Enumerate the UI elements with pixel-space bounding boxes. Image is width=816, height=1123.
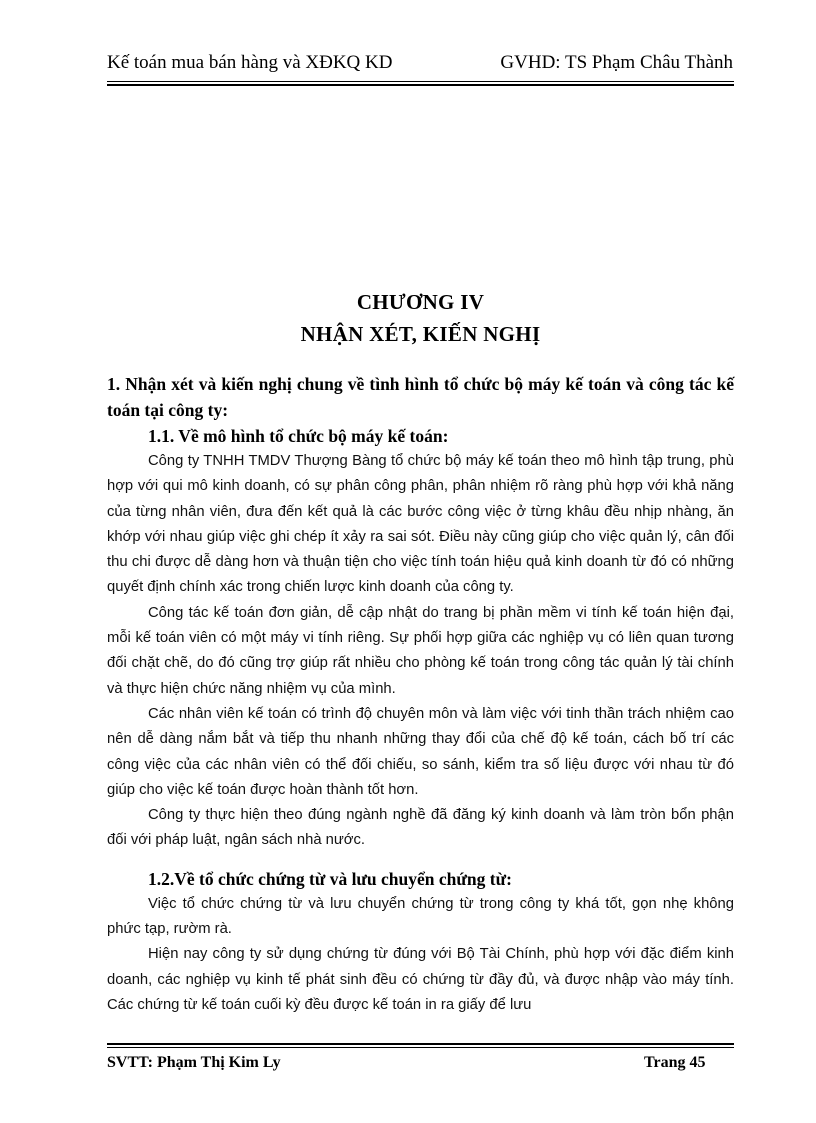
header-rule-thin (107, 81, 734, 82)
page-number: Trang 45 (644, 1054, 706, 1071)
paragraph: Việc tổ chức chứng từ và lưu chuyển chứng từ trong công ty khá tốt, gọn nhẹ không phức tạp, rườm rà. (107, 895, 734, 938)
subsection-heading-1-1: 1.1. Về mô hình tổ chức bộ máy kế toán: (148, 426, 449, 446)
header-supervisor: GVHD: TS Phạm Châu Thành (500, 52, 733, 73)
paragraph: Công ty TNHH TMDV Thượng Bàng tổ chức bộ máy kế toán theo mô hình tập trung, phù hợp với qui mô kinh doanh, có sự phân công phân, phân nhiệm rõ ràng phù hợp với khả năng của từng nhân viên, đưa đến kết quả là các bước công việc ở từng khâu đều nhịp nhàng, ăn khớp với nhau giúp việc ghi chép ít xảy ra sai sót. Điều này cũng giúp cho việc quản lý, cân đối thu chi được dễ dàng hơn và thuận tiện cho việc tính toán hiệu quả kinh doanh từ đó có những quyết định chính xác trong chiến lược kinh doanh của công ty. (107, 453, 734, 596)
paragraph: Công ty thực hiện theo đúng ngành nghề đã đăng ký kinh doanh và làm tròn bổn phận đối với pháp luật, ngân sách nhà nước. (107, 807, 734, 849)
paragraph: Công tác kế toán đơn giản, dễ cập nhật do trang bị phần mềm vi tính kế toán hiện đại, mỗi kế toán viên có một máy vi tính riêng. Sự phối hợp giữa các nghiệp vụ có liên quan tương đối chặt chẽ, do đó cũng trợ giúp rất nhiều cho phòng kế toán trong công tác quản lý tài chính và thực hiện chức năng nhiệm vụ của mình. (107, 604, 734, 697)
subsection-heading-1-2: 1.2.Về tổ chức chứng từ và lưu chuyển chứng từ: (148, 868, 512, 889)
chapter-number: CHƯƠNG IV (356, 290, 485, 314)
chapter-title: NHẬN XÉT, KIẾN NGHỊ (300, 322, 541, 346)
page-header (107, 52, 733, 80)
section-heading: 1. Nhận xét và kiến nghị chung về tình hình tổ chức bộ máy kế toán và công tác kế toán tại công ty: (107, 374, 734, 420)
footer-student: SVTT: Phạm Thị Kim Ly (107, 1054, 281, 1071)
page-body (107, 371, 734, 1018)
paragraph: Các nhân viên kế toán có trình độ chuyên môn và làm việc với tinh thần trách nhiệm cao nên dễ dàng nắm bắt và tiếp thu nhanh những thay đổi của chế độ kế toán, cách bố trí các công việc của các nhân viên có thể đối chiếu, so sánh, kiểm tra số liệu được với nhau từ đó giúp cho việc kế toán được hoàn thành tốt hơn. (107, 705, 734, 798)
footer-rule-thin (107, 1047, 734, 1048)
paragraph: Hiện nay công ty sử dụng chứng từ đúng với Bộ Tài Chính, phù hợp với đặc điểm kinh doanh, các nghiệp vụ kinh tế phát sinh đều có chứng từ đầy đủ, và được nhập vào máy tính. Các chứng từ kế toán cuối kỳ đều được kế toán in ra giấy để lưu (107, 946, 734, 1013)
header-rule-thick (107, 84, 734, 86)
footer-rule-thick (107, 1043, 734, 1045)
header-course-title: Kế toán mua bán hàng và XĐKQ KD (107, 52, 393, 73)
